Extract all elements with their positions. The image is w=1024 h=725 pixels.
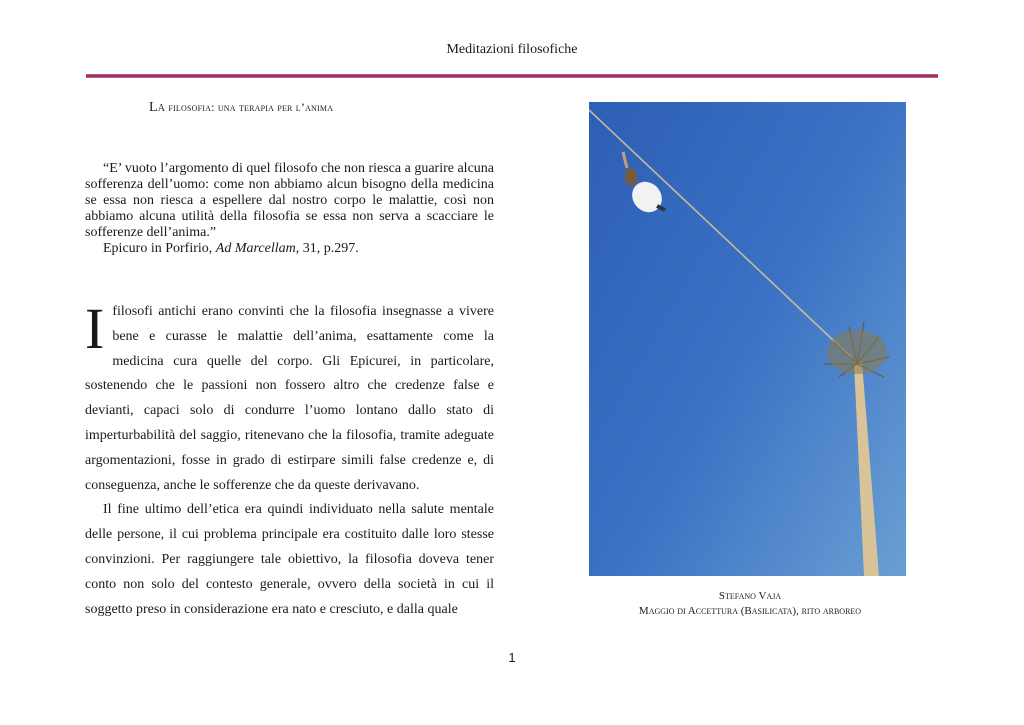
article-title — [149, 100, 333, 116]
photo-rito-arboreo — [589, 102, 906, 576]
photo-illustration — [589, 102, 906, 576]
source-page: 31, p.297. — [299, 241, 359, 256]
epigraph-text: “E’ vuoto l’argomento di quel filosofo che non riesca a guarire alcuna sofferenza dell’uomo: come non abbiamo alcun bisogno della medicina se essa non riesca a espellere dal nostro corpo le malattie, così non abbiamo alcuna utilità della filosofia se essa non serva a scacciare le sofferenze dell’anima.” — [85, 161, 494, 240]
epigraph-source — [85, 241, 494, 257]
title-rest: filosofia: una terapia per l’anima — [165, 100, 334, 114]
rope — [589, 110, 851, 357]
title-initial: La — [149, 100, 166, 115]
paragraph-1 — [85, 296, 494, 498]
source-author: Epicuro in Porfirio, — [103, 241, 216, 256]
tree — [824, 322, 889, 576]
climber — [623, 152, 668, 218]
article-body — [85, 296, 494, 622]
paragraph-1-text: filosofi antichi erano convinti che la filosofia insegnasse a vivere bene e curasse le malattie dell’anima, esattamente come la medicina cura quelle del corpo. Gli Epicurei, in particolare, sostenendo che le passioni non fossero altro che credenze false e devianti, capaci solo di condurre l’uomo lontano dallo stato di imperturbabilità del saggio, ritenevano che la filosofia, tramite adeguate argomentazioni, fosse in grado di estirpare simili false credenze e, di conseguenza, anche le sofferenze che da queste derivavano. — [85, 304, 494, 493]
paragraph-2: Il fine ultimo dell’etica era quindi individuato nella salute mentale delle persone, il cui problema principale era costituito dalle loro stesse convinzioni. Per raggiungere tale obiettivo, la filosofia doveva tener conto non solo del contesto generale, ovvero della società in cui il soggetto preso in considerazione era nato e cresciuto, e dalla quale — [85, 502, 494, 617]
epigraph — [85, 161, 494, 257]
caption-title: Maggio di Accettura (Basilicata), rito arboreo — [638, 605, 862, 617]
photo-caption — [560, 589, 940, 619]
source-work: Ad Marcellam, — [215, 241, 300, 256]
drop-cap: I — [85, 296, 105, 361]
running-header: Meditazioni filosofiche — [446, 42, 578, 57]
header-rule — [86, 74, 938, 78]
caption-author: Stefano Vaja — [718, 590, 782, 602]
page-number: 1 — [508, 650, 516, 665]
